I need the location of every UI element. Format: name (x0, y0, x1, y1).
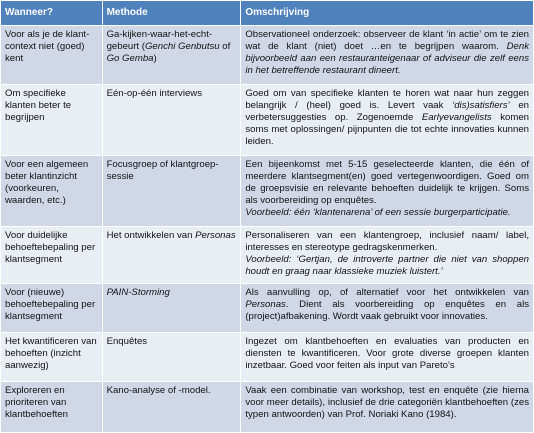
method-text-italic: Personas (195, 230, 236, 241)
when-cell: Voor duidelijke behoeftebepaling per klantsegment (1, 227, 102, 283)
method-cell: Focusgroep of klantgroep-sessie (103, 156, 241, 226)
description-example: Denk bijvoorbeeld aan een restauranteigenaar of adviseur die zelf eens in het betreffende restaurant dineert. (245, 41, 529, 76)
when-cell: Voor als je de klant-context niet (goed) kent (1, 26, 102, 84)
table-row (1, 227, 533, 283)
description-cell: Ingezet om klantbehoeften en evaluaties van producten en diensten te kwantificeren. Voor grote diverse groepen klanten inzetbaar. Goed voor feiten als input van Pareto's (241, 333, 533, 381)
method-text-italic: Go Gemba (106, 53, 154, 64)
header-methode: Methode (103, 1, 241, 25)
description-text: Personaliseren van een klantengroep, inclusief naam/ label, interesses en stereotype gedragskenmerken. (245, 230, 529, 253)
description-cell (241, 227, 533, 283)
description-text-italic: Earlyevangelists (421, 112, 492, 123)
method-text-italic: Genchi Genbutsu (144, 41, 220, 52)
example-label: Voorbeeld: (245, 254, 297, 265)
header-omschrijving: Omschrijving (241, 1, 533, 25)
method-text: ) (153, 53, 157, 64)
method-text: Het ontwikkelen van (106, 230, 196, 241)
table-row (1, 156, 533, 226)
method-cell: Enquêtes (103, 333, 241, 381)
description-text: Een bijeenkomst met 5-15 geselecteerde klanten, die één of meerdere klantsegment(en) goed vertegenwoordigen. Goed om de groepsvisie en relevante behoeften duidelijk te krijgen. Soms als voorbereiding op enquêtes. (245, 159, 529, 206)
when-cell: Voor (nieuwe) behoeftebepaling per klantsegment (1, 284, 102, 332)
description-cell (241, 26, 533, 84)
method-cell: Kano-analyse of -model. (103, 382, 241, 432)
description-text-italic: ‘dis)satisfiers’ (452, 100, 510, 111)
description-cell (241, 284, 533, 332)
method-text: of (219, 41, 231, 52)
method-text: Ga-kijken-waar-het-echt-gebeurt ( (106, 29, 213, 52)
description-example (245, 254, 529, 278)
description-cell: Vaak een combinatie van workshop, test en enquête (zie hierna voor meer details), inclusief de drie categoriën klantbehoeften (zes typen antwoorden) van Prof. Noriaki Kano (1984). (241, 382, 533, 432)
when-cell: Voor een algemeen beter klantinzicht (voorkeuren, waarden, etc.) (1, 156, 102, 226)
when-cell: Exploreren en prioriteren van klantbehoeften (1, 382, 102, 432)
description-text: komen soms met oplossingen/ pijnpunten die tot echte innovaties kunnen leiden. (245, 112, 529, 147)
method-cell (103, 26, 241, 84)
table-row (1, 284, 533, 332)
table-row (1, 382, 533, 432)
description-cell (241, 156, 533, 226)
method-cell: Eén-op-één interviews (103, 85, 241, 155)
header-row (1, 1, 533, 25)
description-text: en verbetersuggesties op. Zogenoemde (245, 100, 530, 123)
description-text: Goed om van specifieke klanten te horen wat naar hun zeggen belangrijk / (heel) goed is. Levert vaak (245, 88, 529, 111)
example-text: ‘Gertjan, de introverte partner die niet van shoppen houdt en graag naar klassieke muziek luistert.’ (245, 254, 530, 277)
description-text: Als aanvulling op, of alternatief voor het ontwikkelen van (245, 287, 529, 298)
header-wanneer: Wanneer? (1, 1, 102, 25)
description-cell (241, 85, 533, 155)
table-row (1, 26, 533, 84)
table-row (1, 85, 533, 155)
when-cell: Het kwantificeren van behoeften (inzicht aanwezig) (1, 333, 102, 381)
description-text: Observationeel onderzoek: observeer de klant ‘in actie’ om te zien wat de klant (niet) doet …en te begrijpen waarom. (245, 29, 529, 52)
description-text-italic: Personas (245, 299, 286, 310)
method-cell: PAIN-Storming (103, 284, 241, 332)
description-text: . Dient als voorbereiding op enquêtes en als (project)afbakening. Wordt vaak gebruikt voor innovaties. (245, 299, 529, 322)
method-cell (103, 227, 241, 283)
when-cell: Om specifieke klanten beter te begrijpen (1, 85, 102, 155)
table-row (1, 333, 533, 381)
description-example: Voorbeeld: één ‘klantenarena’ of een sessie burgerparticipatie. (245, 207, 511, 218)
